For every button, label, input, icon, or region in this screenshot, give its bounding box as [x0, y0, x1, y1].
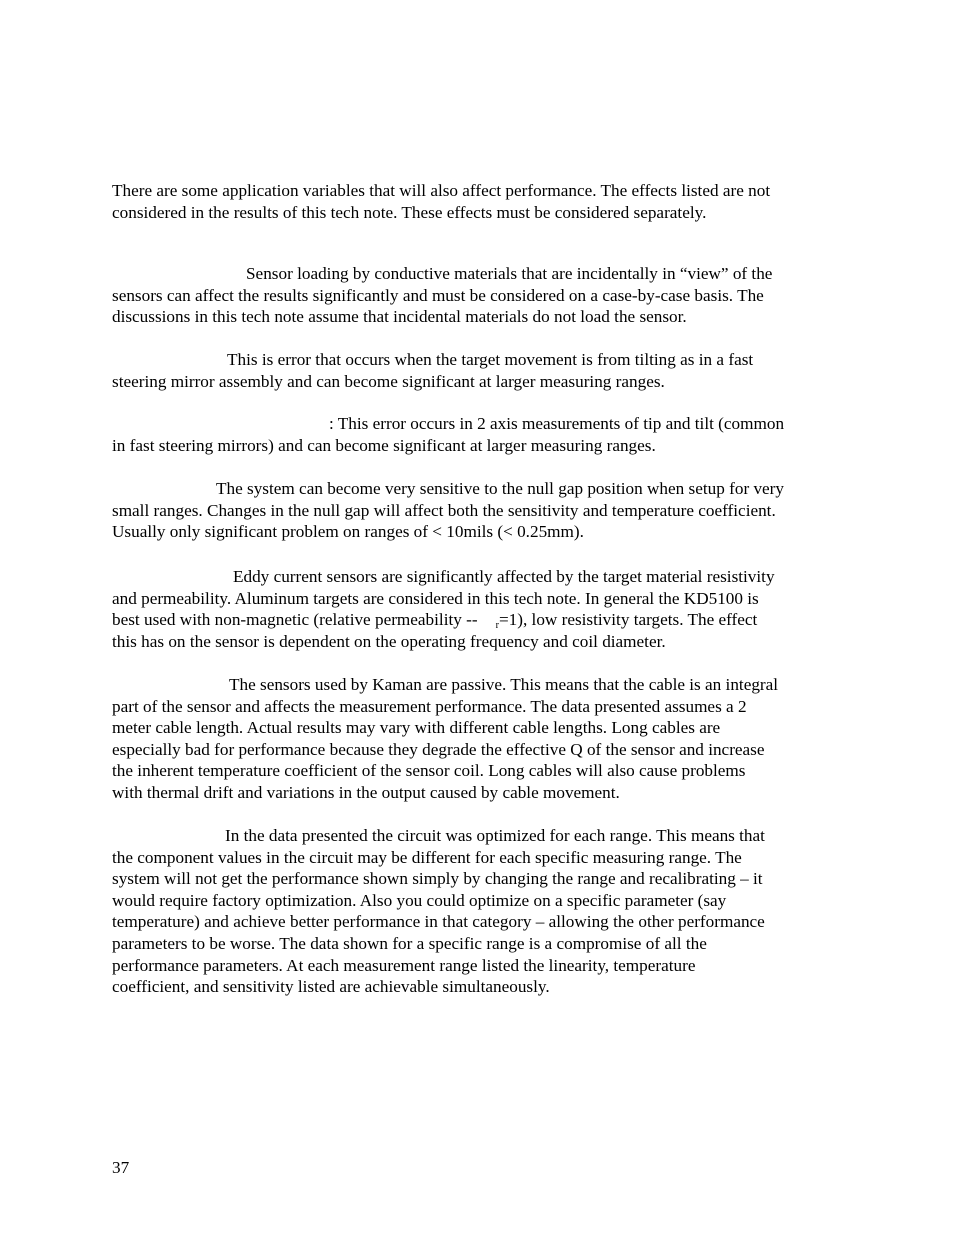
- text-segment: =1), low resistivity targets. The effect: [498, 610, 758, 630]
- text-line: part of the sensor and affects the measurement performance. The data presented assumes a 2: [112, 696, 747, 716]
- cable-paragraph: [112, 674, 842, 804]
- target-material-paragraph: [112, 566, 842, 652]
- text-line: would require factory optimization. Also you could optimize on a specific parameter (say: [112, 890, 727, 910]
- text-line: temperature) and achieve better performance in that category – allowing the other performance: [112, 912, 765, 932]
- text-line: parameters to be worse. The data shown for a specific range is a compromise of all the: [112, 933, 707, 953]
- text-segment: best used with non-magnetic (relative permeability --: [112, 610, 478, 630]
- intro-paragraph: [112, 180, 842, 223]
- text-line: : This error occurs in 2 axis measurements of tip and tilt (common: [329, 414, 785, 433]
- text-line: steering mirror assembly and can become significant at larger measuring ranges.: [112, 371, 665, 391]
- text-line: In the data presented the circuit was optimized for each range. This means that: [225, 826, 765, 845]
- text-line: Usually only significant problem on ranges of < 10mils (< 0.25mm).: [112, 522, 584, 542]
- text-line: especially bad for performance because they degrade the effective Q of the sensor and increase: [112, 739, 765, 759]
- text-line: coefficient, and sensitivity listed are achievable simultaneously.: [112, 977, 550, 997]
- text-line: The sensors used by Kaman are passive. This means that the cable is an integral: [229, 675, 779, 694]
- text-line: The system can become very sensitive to the null gap position when setup for very: [216, 479, 785, 498]
- text-line: discussions in this tech note assume that incidental materials do not load the sensor.: [112, 307, 687, 327]
- text-line: There are some application variables that will also affect performance. The effects listed are not: [112, 181, 771, 200]
- text-line: performance parameters. At each measurement range listed the linearity, temperature: [112, 955, 696, 975]
- text-line: system will not get the performance shown simply by changing the range and recalibrating – it: [112, 869, 763, 889]
- text-line: in fast steering mirrors) and can become significant at larger measuring ranges.: [112, 435, 656, 455]
- null-gap-paragraph: [112, 478, 842, 543]
- text-line: small ranges. Changes in the null gap will affect both the sensitivity and temperature coefficient.: [112, 500, 776, 520]
- text-line: sensors can affect the results significantly and must be considered on a case-by-case basis. The: [112, 285, 764, 305]
- text-line: with thermal drift and variations in the output caused by cable movement.: [112, 782, 620, 802]
- two-axis-error-paragraph: [112, 413, 842, 456]
- permeability-line: [112, 609, 842, 631]
- text-line: considered in the results of this tech note. These effects must be considered separately.: [112, 202, 707, 222]
- relative-permeability-subscript: r: [495, 620, 499, 632]
- text-line: the component values in the circuit may be different for each specific measuring range. The: [112, 847, 742, 867]
- text-line: and permeability. Aluminum targets are considered in this tech note. In general the KD5100 is: [112, 588, 759, 608]
- text-line: Eddy current sensors are significantly affected by the target material resistivity: [233, 567, 775, 586]
- text-line: Sensor loading by conductive materials that are incidentally in “view” of the: [246, 264, 773, 283]
- text-line: meter cable length. Actual results may vary with different cable lengths. Long cables are: [112, 718, 721, 738]
- text-line: the inherent temperature coefficient of the sensor coil. Long cables will also cause problems: [112, 761, 746, 781]
- text-line: This is error that occurs when the target movement is from tilting as in a fast: [227, 350, 754, 369]
- tilt-error-paragraph: [112, 349, 842, 392]
- page-number: 37: [112, 1158, 130, 1177]
- text-line: this has on the sensor is dependent on the operating frequency and coil diameter.: [112, 631, 666, 651]
- incidental-materials-paragraph: [112, 263, 842, 328]
- optimization-paragraph: [112, 825, 842, 998]
